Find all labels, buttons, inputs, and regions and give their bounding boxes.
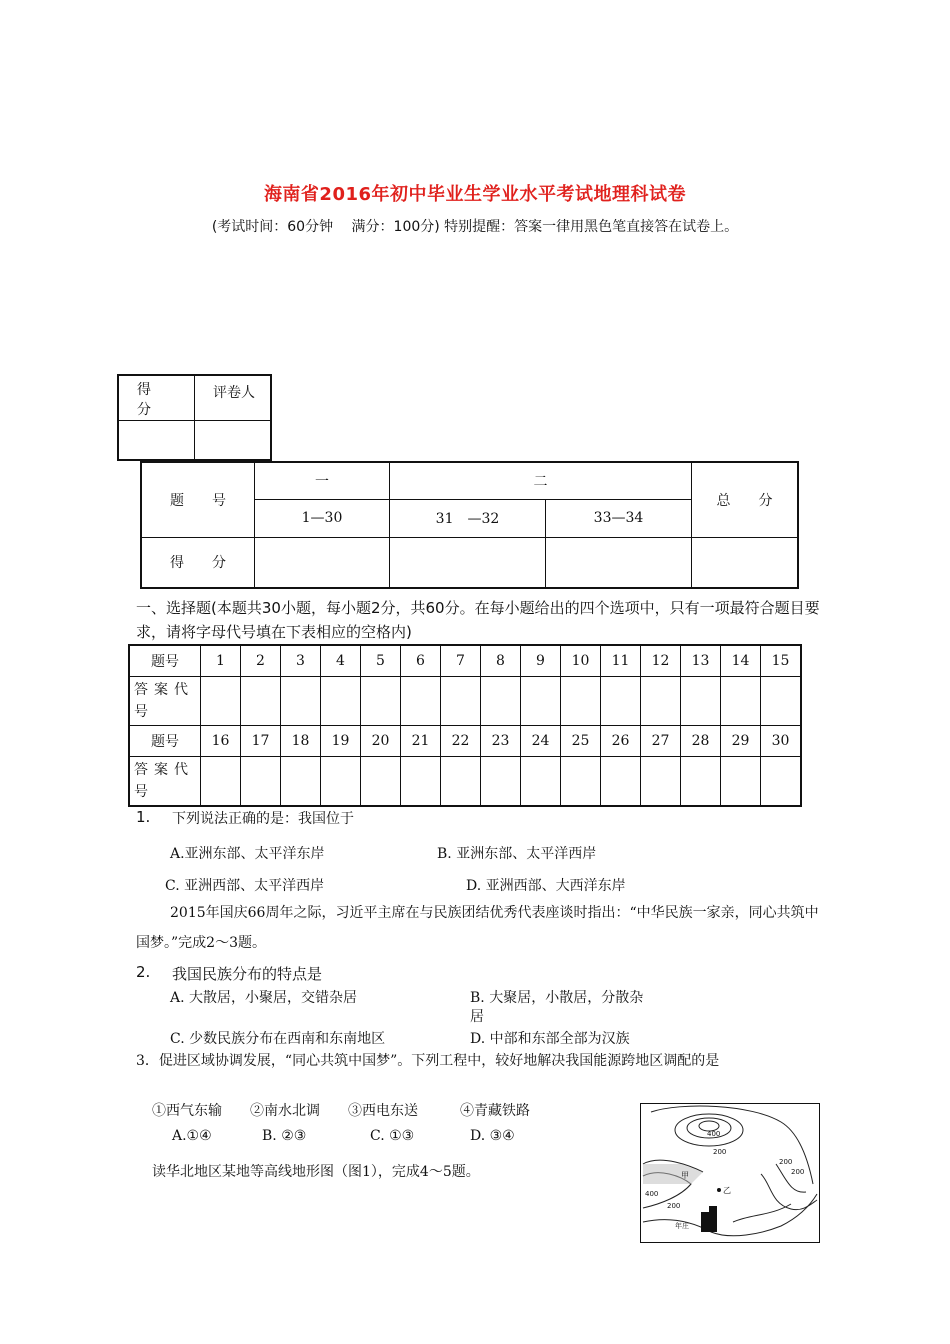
q2-option-b-cont: 居 [470, 1009, 484, 1025]
question-number-12: 12 [641, 645, 681, 677]
question-number-4: 4 [321, 645, 361, 677]
answer-cell-23[interactable] [481, 757, 521, 807]
answer-cell-27[interactable] [641, 757, 681, 807]
answer-cell-19[interactable] [321, 757, 361, 807]
q3-option-c: C. ①③ [370, 1128, 415, 1144]
answer-code-label: 答案代号 [129, 757, 201, 807]
question-number-29: 29 [721, 726, 761, 757]
answer-cell-30[interactable] [761, 757, 802, 807]
answer-cell-8[interactable] [481, 677, 521, 726]
range1: 1—30 [255, 499, 390, 537]
q1-option-a: A.亚洲东部、太平洋东岸 [170, 846, 325, 862]
question-number-13: 13 [681, 645, 721, 677]
reviewer-label-cell: 评卷人 [195, 375, 272, 421]
score-part1-cell[interactable] [255, 537, 390, 588]
score-row-label: 得 分 [141, 537, 255, 588]
map-label-200-a: 200 [713, 1148, 727, 1156]
q3-option-b: B. ②③ [262, 1128, 307, 1144]
q1-stem: 下列说法正确的是：我国位于 [172, 811, 354, 827]
exam-title: 海南省2016年初中毕业生学业水平考试地理科试卷 [263, 184, 687, 205]
answer-cell-26[interactable] [601, 757, 641, 807]
question-number-11: 11 [601, 645, 641, 677]
map-intro: 读华北地区某地等高线地形图（图1），完成4～5题。 [152, 1164, 480, 1180]
question-number-20: 20 [361, 726, 401, 757]
q2-option-b: B. 大聚居，小散居，分散杂 [470, 990, 644, 1006]
question-number-19: 19 [321, 726, 361, 757]
question-number-22: 22 [441, 726, 481, 757]
question-number-7: 7 [441, 645, 481, 677]
map-label-400-top: 400 [707, 1130, 721, 1138]
section1-heading: 一、选择题(本题共30小题，每小题2分，共60分。在每小题给出的四个选项中，只有一项最符合题目要求，请将字母代号填在下表相应的空格内) [136, 599, 820, 641]
q2-stem: 我国民族分布的特点是 [172, 965, 323, 983]
question-number-26: 26 [601, 726, 641, 757]
map-label-400-left: 400 [645, 1190, 659, 1198]
q3-items: ①西气东输 ②南水北调 ③西电东送 ④青藏铁路 [152, 1103, 530, 1119]
part2-label: 二 [390, 462, 692, 499]
question-number-3: 3 [281, 645, 321, 677]
map-label-200-d: 200 [667, 1202, 681, 1210]
answer-cell-20[interactable] [361, 757, 401, 807]
q1-number: 1. [136, 808, 151, 826]
question-number-label: 题号 [129, 645, 201, 677]
q3-option-a: A.①④ [172, 1128, 212, 1144]
score-label-cell: 得分 [118, 375, 195, 421]
map-label-200-c: 200 [791, 1168, 805, 1176]
question-number-27: 27 [641, 726, 681, 757]
q2-option-c: C. 少数民族分布在西南和东南地区 [170, 1031, 386, 1047]
answer-cell-10[interactable] [561, 677, 601, 726]
question-number-16: 16 [201, 726, 241, 757]
map-label-jia: 甲 [681, 1171, 689, 1180]
question-number-1: 1 [201, 645, 241, 677]
answer-cell-6[interactable] [401, 677, 441, 726]
answer-cell-14[interactable] [721, 677, 761, 726]
question-number-24: 24 [521, 726, 561, 757]
answer-cell-13[interactable] [681, 677, 721, 726]
q2-option-a: A. 大散居，小聚居，交错杂居 [170, 990, 358, 1006]
contour-map [641, 1104, 819, 1242]
question-number-14: 14 [721, 645, 761, 677]
answer-cell-29[interactable] [721, 757, 761, 807]
range2: 31 —32 [390, 499, 546, 537]
question-number-25: 25 [561, 726, 601, 757]
question-number-30: 30 [761, 726, 802, 757]
answer-cell-4[interactable] [321, 677, 361, 726]
question-number-10: 10 [561, 645, 601, 677]
exam-instructions: (考试时间：60分钟 满分：100分) 特别提醒：答案一律用黑色笔直接答在试卷上。 [211, 219, 739, 235]
q3-option-d: D. ③④ [470, 1128, 515, 1144]
map-label-village: 年庄 [675, 1222, 689, 1230]
question-number-17: 17 [241, 726, 281, 757]
reviewer-entry-cell[interactable] [195, 421, 272, 461]
answer-cell-21[interactable] [401, 757, 441, 807]
answer-cell-16[interactable] [201, 757, 241, 807]
map-label-yi: 乙 [723, 1186, 731, 1195]
score-reviewer-box [117, 374, 272, 461]
score-range3-cell[interactable] [546, 537, 692, 588]
q1-option-b: B. 亚洲东部、太平洋西岸 [437, 846, 597, 862]
question-number-15: 15 [761, 645, 802, 677]
item-label: 题 号 [141, 462, 255, 537]
answer-cell-7[interactable] [441, 677, 481, 726]
answer-cell-25[interactable] [561, 757, 601, 807]
q2-option-d: D. 中部和东部全部为汉族 [470, 1031, 630, 1047]
answer-cell-3[interactable] [281, 677, 321, 726]
q2-number: 2. [136, 963, 151, 981]
question-number-21: 21 [401, 726, 441, 757]
score-total-cell[interactable] [692, 537, 799, 588]
answer-grid [128, 644, 802, 807]
question-number-9: 9 [521, 645, 561, 677]
map-label-200-b: 200 [779, 1158, 793, 1166]
answer-cell-15[interactable] [761, 677, 802, 726]
question-number-8: 8 [481, 645, 521, 677]
question-number-2: 2 [241, 645, 281, 677]
answer-cell-5[interactable] [361, 677, 401, 726]
question-number-label: 题号 [129, 726, 201, 757]
answer-cell-28[interactable] [681, 757, 721, 807]
question-number-5: 5 [361, 645, 401, 677]
question-number-23: 23 [481, 726, 521, 757]
question-number-18: 18 [281, 726, 321, 757]
score-range2-cell[interactable] [390, 537, 546, 588]
answer-cell-11[interactable] [601, 677, 641, 726]
answer-cell-12[interactable] [641, 677, 681, 726]
answer-code-label: 答案代号 [129, 677, 201, 726]
score-entry-cell[interactable] [118, 421, 195, 461]
total-label: 总 分 [692, 462, 799, 537]
score-summary-table [140, 461, 799, 589]
q1-option-d: D. 亚洲西部、大西洋东岸 [466, 878, 626, 894]
answer-cell-1[interactable] [201, 677, 241, 726]
q3-stem: 3．促进区域协调发展，“同心共筑中国梦”。下列工程中，较好地解决我国能源跨地区调配的是 [136, 1053, 720, 1069]
question-number-6: 6 [401, 645, 441, 677]
answer-cell-22[interactable] [441, 757, 481, 807]
answer-cell-24[interactable] [521, 757, 561, 807]
question-number-28: 28 [681, 726, 721, 757]
answer-cell-9[interactable] [521, 677, 561, 726]
range3: 33—34 [546, 499, 692, 537]
answer-cell-18[interactable] [281, 757, 321, 807]
answer-cell-17[interactable] [241, 757, 281, 807]
answer-cell-2[interactable] [241, 677, 281, 726]
part1-label: 一 [255, 462, 390, 499]
passage-text: 2015年国庆66周年之际，习近平主席在与民族团结优秀代表座谈时指出：“中华民族一家亲，同心共筑中国梦。”完成2～3题。 [136, 905, 819, 951]
contour-map-figure [640, 1103, 820, 1243]
q1-option-c: C. 亚洲西部、太平洋西岸 [165, 878, 325, 894]
